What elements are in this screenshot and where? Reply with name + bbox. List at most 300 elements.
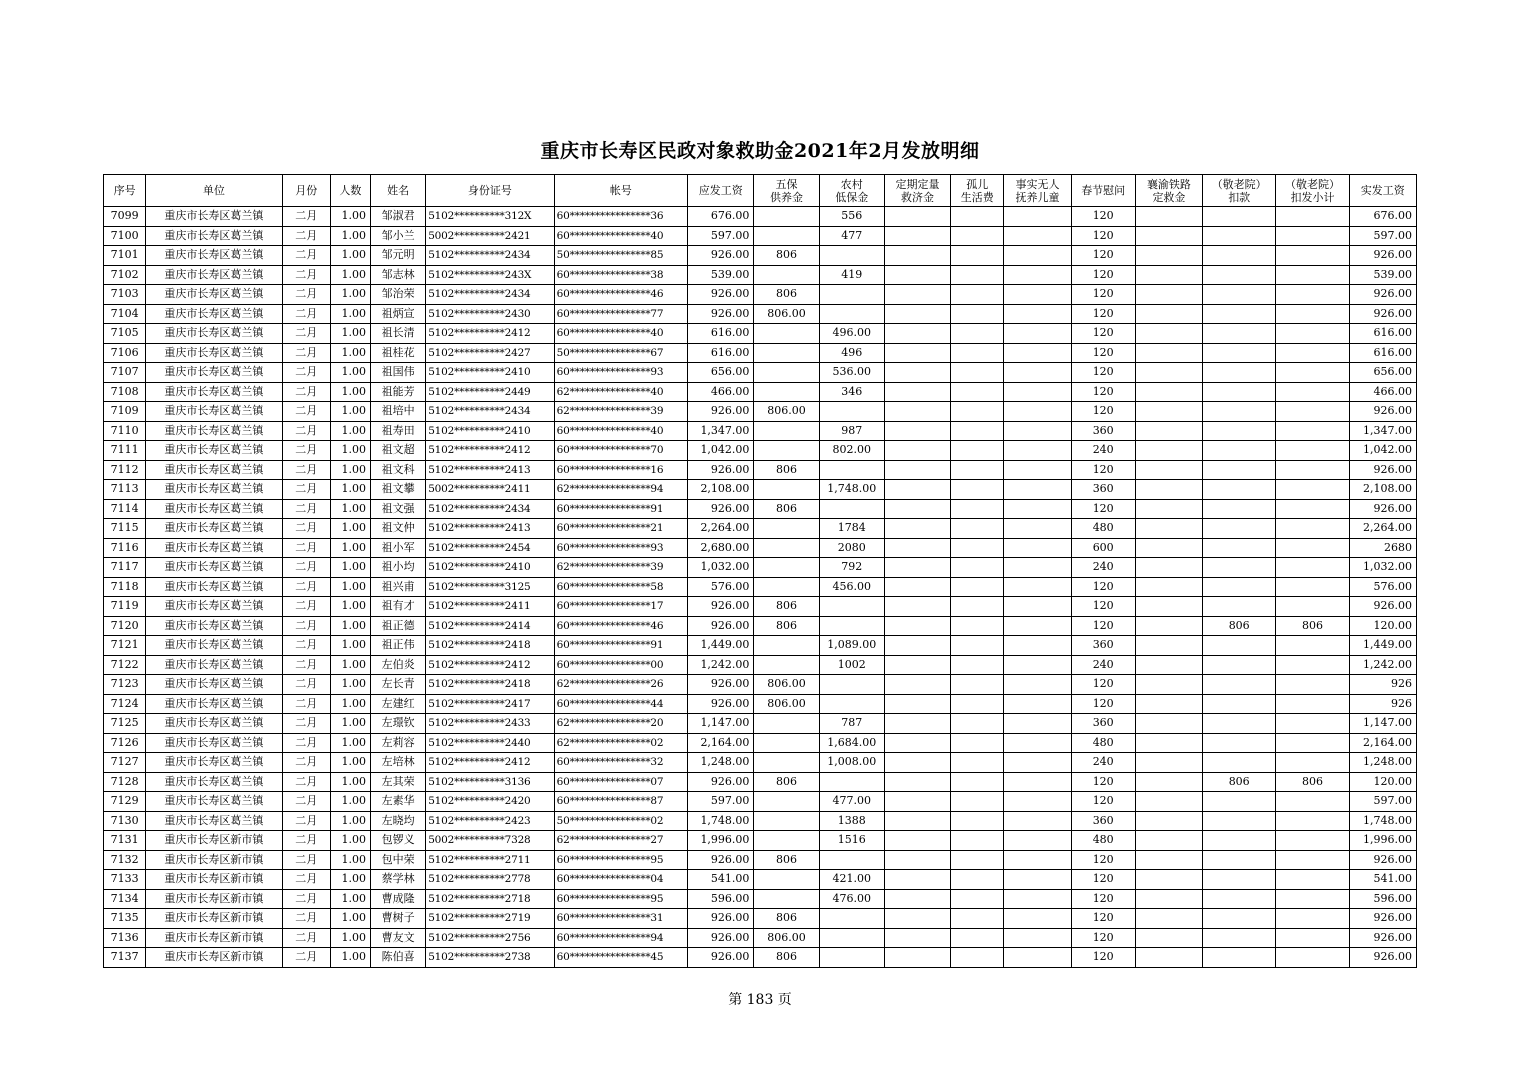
cell-nursing-deduction xyxy=(1203,519,1276,539)
cell-count: 1.00 xyxy=(330,207,370,227)
cell-account: 50****************67 xyxy=(554,343,688,363)
cell-name: 祖正德 xyxy=(370,616,425,636)
cell-xiangyu xyxy=(1135,207,1202,227)
table-row xyxy=(104,402,1417,422)
table-row xyxy=(104,577,1417,597)
cell-unsupported-child xyxy=(1004,792,1071,812)
cell-dingqi xyxy=(884,343,950,363)
cell-seq: 7134 xyxy=(104,889,146,909)
cell-orphan xyxy=(951,655,1004,675)
cell-unit: 重庆市长寿区葛兰镇 xyxy=(146,772,283,792)
cell-festival: 120 xyxy=(1071,226,1135,246)
cell-account: 60****************07 xyxy=(554,772,688,792)
cell-actual-pay: 926 xyxy=(1349,675,1416,695)
cell-account: 60****************77 xyxy=(554,304,688,324)
cell-festival: 240 xyxy=(1071,558,1135,578)
cell-dingqi xyxy=(884,889,950,909)
cell-name: 祖文仲 xyxy=(370,519,425,539)
cell-payable: 926.00 xyxy=(688,402,754,422)
cell-dingqi xyxy=(884,772,950,792)
cell-id-number: 5102**********2418 xyxy=(426,675,554,695)
cell-actual-pay: 926.00 xyxy=(1349,304,1416,324)
cell-dingqi xyxy=(884,558,950,578)
cell-name: 祖正伟 xyxy=(370,636,425,656)
cell-xiangyu xyxy=(1135,382,1202,402)
cell-name: 包中荣 xyxy=(370,850,425,870)
cell-unsupported-child xyxy=(1004,928,1071,948)
cell-name: 祖兴甫 xyxy=(370,577,425,597)
cell-name: 包锣义 xyxy=(370,831,425,851)
cell-id-number: 5002**********2421 xyxy=(426,226,554,246)
cell-payable: 1,248.00 xyxy=(688,753,754,773)
cell-nursing-deduction xyxy=(1203,948,1276,968)
cell-count: 1.00 xyxy=(330,597,370,617)
cell-id-number: 5102**********2423 xyxy=(426,811,554,831)
cell-nursing-deduction xyxy=(1203,636,1276,656)
cell-unit: 重庆市长寿区葛兰镇 xyxy=(146,421,283,441)
cell-id-number: 5102**********2756 xyxy=(426,928,554,948)
cell-payable: 926.00 xyxy=(688,772,754,792)
cell-orphan xyxy=(951,480,1004,500)
cell-unit: 重庆市长寿区葛兰镇 xyxy=(146,460,283,480)
cell-name: 左长青 xyxy=(370,675,425,695)
page-title: 重庆市长寿区民政对象救助金2021年2月发放明细 xyxy=(540,140,980,162)
cell-xiangyu xyxy=(1135,616,1202,636)
cell-seq: 7112 xyxy=(104,460,146,480)
cell-xiangyu xyxy=(1135,246,1202,266)
cell-dingqi xyxy=(884,421,950,441)
cell-dingqi xyxy=(884,499,950,519)
cell-account: 60****************40 xyxy=(554,226,688,246)
cell-dibao: 456.00 xyxy=(819,577,884,597)
cell-festival: 120 xyxy=(1071,909,1135,929)
cell-name: 邹小兰 xyxy=(370,226,425,246)
cell-payable: 926.00 xyxy=(688,285,754,305)
cell-dibao: 1,089.00 xyxy=(819,636,884,656)
cell-count: 1.00 xyxy=(330,850,370,870)
cell-dibao xyxy=(819,948,884,968)
cell-dibao: 536.00 xyxy=(819,363,884,383)
cell-payable: 926.00 xyxy=(688,246,754,266)
header-row xyxy=(104,175,1417,207)
cell-orphan xyxy=(951,694,1004,714)
cell-payable: 2,264.00 xyxy=(688,519,754,539)
cell-month: 二月 xyxy=(282,909,330,929)
cell-id-number: 5102**********2411 xyxy=(426,597,554,617)
cell-unsupported-child xyxy=(1004,616,1071,636)
cell-festival: 120 xyxy=(1071,675,1135,695)
cell-count: 1.00 xyxy=(330,558,370,578)
cell-nursing-deduction xyxy=(1203,246,1276,266)
cell-unit: 重庆市长寿区新市镇 xyxy=(146,889,283,909)
cell-count: 1.00 xyxy=(330,714,370,734)
cell-month: 二月 xyxy=(282,577,330,597)
cell-account: 60****************95 xyxy=(554,889,688,909)
cell-payable: 656.00 xyxy=(688,363,754,383)
cell-dibao: 1516 xyxy=(819,831,884,851)
cell-wubao xyxy=(754,889,819,909)
cell-nursing-subtotal: 806 xyxy=(1276,772,1349,792)
cell-unit: 重庆市长寿区葛兰镇 xyxy=(146,499,283,519)
cell-xiangyu xyxy=(1135,792,1202,812)
cell-payable: 926.00 xyxy=(688,694,754,714)
cell-id-number: 5102**********2718 xyxy=(426,889,554,909)
cell-account: 60****************94 xyxy=(554,928,688,948)
cell-dingqi xyxy=(884,694,950,714)
cell-unsupported-child xyxy=(1004,402,1071,422)
cell-month: 二月 xyxy=(282,285,330,305)
cell-account: 60****************38 xyxy=(554,265,688,285)
cell-name: 祖文科 xyxy=(370,460,425,480)
cell-id-number: 5102**********2433 xyxy=(426,714,554,734)
cell-actual-pay: 926.00 xyxy=(1349,948,1416,968)
cell-wubao: 806 xyxy=(754,285,819,305)
cell-unit: 重庆市长寿区葛兰镇 xyxy=(146,382,283,402)
cell-wubao xyxy=(754,577,819,597)
cell-wubao xyxy=(754,441,819,461)
cell-actual-pay: 1,347.00 xyxy=(1349,421,1416,441)
cell-actual-pay: 926.00 xyxy=(1349,597,1416,617)
cell-month: 二月 xyxy=(282,694,330,714)
cell-dibao: 496 xyxy=(819,343,884,363)
cell-name: 陈伯喜 xyxy=(370,948,425,968)
cell-actual-pay: 926.00 xyxy=(1349,928,1416,948)
table-row xyxy=(104,831,1417,851)
cell-wubao xyxy=(754,343,819,363)
cell-orphan xyxy=(951,733,1004,753)
cell-actual-pay: 616.00 xyxy=(1349,324,1416,344)
cell-dibao: 1784 xyxy=(819,519,884,539)
cell-orphan xyxy=(951,753,1004,773)
cell-id-number: 5102**********2418 xyxy=(426,636,554,656)
cell-nursing-deduction: 806 xyxy=(1203,772,1276,792)
cell-unsupported-child xyxy=(1004,850,1071,870)
cell-account: 60****************93 xyxy=(554,363,688,383)
cell-festival: 120 xyxy=(1071,324,1135,344)
cell-payable: 926.00 xyxy=(688,850,754,870)
cell-name: 祖桂花 xyxy=(370,343,425,363)
cell-actual-pay: 597.00 xyxy=(1349,226,1416,246)
cell-dingqi xyxy=(884,616,950,636)
cell-wubao: 806 xyxy=(754,850,819,870)
cell-festival: 480 xyxy=(1071,519,1135,539)
cell-dibao: 987 xyxy=(819,421,884,441)
cell-seq: 7130 xyxy=(104,811,146,831)
cell-seq: 7102 xyxy=(104,265,146,285)
cell-count: 1.00 xyxy=(330,928,370,948)
cell-unit: 重庆市长寿区葛兰镇 xyxy=(146,207,283,227)
cell-seq: 7119 xyxy=(104,597,146,617)
cell-wubao xyxy=(754,558,819,578)
cell-month: 二月 xyxy=(282,402,330,422)
cell-nursing-subtotal xyxy=(1276,733,1349,753)
cell-nursing-subtotal xyxy=(1276,870,1349,890)
cell-orphan xyxy=(951,792,1004,812)
cell-festival: 480 xyxy=(1071,733,1135,753)
cell-nursing-deduction xyxy=(1203,928,1276,948)
cell-count: 1.00 xyxy=(330,499,370,519)
cell-nursing-deduction xyxy=(1203,870,1276,890)
cell-orphan xyxy=(951,675,1004,695)
cell-unsupported-child xyxy=(1004,382,1071,402)
cell-dibao xyxy=(819,850,884,870)
cell-nursing-deduction xyxy=(1203,460,1276,480)
cell-festival: 360 xyxy=(1071,636,1135,656)
cell-nursing-subtotal xyxy=(1276,753,1349,773)
cell-nursing-deduction xyxy=(1203,558,1276,578)
cell-unsupported-child xyxy=(1004,246,1071,266)
cell-unit: 重庆市长寿区新市镇 xyxy=(146,850,283,870)
cell-unit: 重庆市长寿区葛兰镇 xyxy=(146,519,283,539)
cell-month: 二月 xyxy=(282,343,330,363)
cell-orphan xyxy=(951,831,1004,851)
cell-dingqi xyxy=(884,655,950,675)
cell-dingqi xyxy=(884,226,950,246)
cell-account: 50****************02 xyxy=(554,811,688,831)
cell-unit: 重庆市长寿区葛兰镇 xyxy=(146,636,283,656)
cell-dibao: 419 xyxy=(819,265,884,285)
cell-name: 邹治荣 xyxy=(370,285,425,305)
cell-unsupported-child xyxy=(1004,909,1071,929)
cell-festival: 600 xyxy=(1071,538,1135,558)
cell-payable: 466.00 xyxy=(688,382,754,402)
cell-name: 曹成隆 xyxy=(370,889,425,909)
cell-festival: 120 xyxy=(1071,616,1135,636)
cell-seq: 7129 xyxy=(104,792,146,812)
cell-month: 二月 xyxy=(282,382,330,402)
cell-actual-pay: 2680 xyxy=(1349,538,1416,558)
cell-wubao: 806 xyxy=(754,499,819,519)
cell-count: 1.00 xyxy=(330,811,370,831)
cell-wubao: 806.00 xyxy=(754,675,819,695)
cell-wubao xyxy=(754,831,819,851)
table-row xyxy=(104,772,1417,792)
table-body xyxy=(104,207,1417,968)
cell-xiangyu xyxy=(1135,460,1202,480)
cell-name: 祖能芳 xyxy=(370,382,425,402)
cell-unsupported-child xyxy=(1004,480,1071,500)
table-row xyxy=(104,948,1417,968)
cell-count: 1.00 xyxy=(330,889,370,909)
cell-id-number: 5102**********2719 xyxy=(426,909,554,929)
cell-wubao xyxy=(754,792,819,812)
cell-wubao xyxy=(754,324,819,344)
cell-nursing-subtotal xyxy=(1276,577,1349,597)
cell-unsupported-child xyxy=(1004,460,1071,480)
cell-xiangyu xyxy=(1135,928,1202,948)
cell-xiangyu xyxy=(1135,889,1202,909)
cell-count: 1.00 xyxy=(330,733,370,753)
cell-month: 二月 xyxy=(282,538,330,558)
cell-nursing-deduction xyxy=(1203,889,1276,909)
cell-dingqi xyxy=(884,597,950,617)
cell-payable: 1,147.00 xyxy=(688,714,754,734)
cell-actual-pay: 1,042.00 xyxy=(1349,441,1416,461)
cell-xiangyu xyxy=(1135,753,1202,773)
cell-nursing-subtotal xyxy=(1276,324,1349,344)
cell-unsupported-child xyxy=(1004,265,1071,285)
cell-count: 1.00 xyxy=(330,577,370,597)
cell-festival: 360 xyxy=(1071,480,1135,500)
cell-dibao: 477.00 xyxy=(819,792,884,812)
cell-dingqi xyxy=(884,714,950,734)
cell-unit: 重庆市长寿区葛兰镇 xyxy=(146,304,283,324)
cell-orphan xyxy=(951,870,1004,890)
table-row xyxy=(104,460,1417,480)
cell-account: 60****************46 xyxy=(554,616,688,636)
header-actual-pay: 实发工资 xyxy=(1349,175,1416,207)
cell-seq: 7100 xyxy=(104,226,146,246)
cell-festival: 120 xyxy=(1071,460,1135,480)
cell-dibao xyxy=(819,285,884,305)
cell-xiangyu xyxy=(1135,714,1202,734)
cell-xiangyu xyxy=(1135,538,1202,558)
table-row xyxy=(104,753,1417,773)
cell-unit: 重庆市长寿区葛兰镇 xyxy=(146,577,283,597)
cell-orphan xyxy=(951,616,1004,636)
cell-wubao: 806.00 xyxy=(754,928,819,948)
cell-nursing-subtotal xyxy=(1276,928,1349,948)
cell-nursing-subtotal xyxy=(1276,558,1349,578)
cell-month: 二月 xyxy=(282,870,330,890)
cell-nursing-deduction xyxy=(1203,402,1276,422)
cell-unsupported-child xyxy=(1004,441,1071,461)
cell-festival: 120 xyxy=(1071,343,1135,363)
cell-unsupported-child xyxy=(1004,577,1071,597)
cell-id-number: 5102**********2412 xyxy=(426,753,554,773)
table-row xyxy=(104,597,1417,617)
cell-month: 二月 xyxy=(282,655,330,675)
cell-dibao xyxy=(819,772,884,792)
table-row xyxy=(104,421,1417,441)
cell-actual-pay: 1,748.00 xyxy=(1349,811,1416,831)
cell-wubao xyxy=(754,753,819,773)
cell-seq: 7127 xyxy=(104,753,146,773)
cell-seq: 7121 xyxy=(104,636,146,656)
cell-actual-pay: 541.00 xyxy=(1349,870,1416,890)
cell-xiangyu xyxy=(1135,304,1202,324)
cell-nursing-deduction xyxy=(1203,694,1276,714)
cell-id-number: 5102**********2778 xyxy=(426,870,554,890)
cell-name: 邹元明 xyxy=(370,246,425,266)
cell-xiangyu xyxy=(1135,811,1202,831)
cell-payable: 1,996.00 xyxy=(688,831,754,851)
cell-wubao xyxy=(754,207,819,227)
cell-xiangyu xyxy=(1135,480,1202,500)
cell-nursing-deduction xyxy=(1203,714,1276,734)
cell-count: 1.00 xyxy=(330,655,370,675)
cell-id-number: 5102**********3136 xyxy=(426,772,554,792)
cell-dibao: 346 xyxy=(819,382,884,402)
cell-month: 二月 xyxy=(282,850,330,870)
cell-payable: 1,347.00 xyxy=(688,421,754,441)
cell-month: 二月 xyxy=(282,304,330,324)
cell-orphan xyxy=(951,772,1004,792)
cell-dingqi xyxy=(884,675,950,695)
cell-id-number: 5102**********2413 xyxy=(426,460,554,480)
cell-nursing-subtotal xyxy=(1276,480,1349,500)
cell-festival: 360 xyxy=(1071,714,1135,734)
cell-dingqi xyxy=(884,577,950,597)
cell-unsupported-child xyxy=(1004,363,1071,383)
cell-nursing-deduction xyxy=(1203,363,1276,383)
cell-nursing-subtotal xyxy=(1276,421,1349,441)
cell-nursing-subtotal xyxy=(1276,636,1349,656)
cell-actual-pay: 926.00 xyxy=(1349,246,1416,266)
cell-nursing-deduction xyxy=(1203,324,1276,344)
table-row xyxy=(104,265,1417,285)
cell-unsupported-child xyxy=(1004,870,1071,890)
cell-unsupported-child xyxy=(1004,285,1071,305)
cell-dibao: 1,748.00 xyxy=(819,480,884,500)
cell-account: 62****************20 xyxy=(554,714,688,734)
cell-dingqi xyxy=(884,441,950,461)
cell-name: 祖培中 xyxy=(370,402,425,422)
cell-wubao: 806.00 xyxy=(754,402,819,422)
cell-dingqi xyxy=(884,928,950,948)
cell-account: 60****************04 xyxy=(554,870,688,890)
cell-xiangyu xyxy=(1135,363,1202,383)
cell-dingqi xyxy=(884,519,950,539)
cell-seq: 7132 xyxy=(104,850,146,870)
cell-id-number: 5002**********7328 xyxy=(426,831,554,851)
table-row xyxy=(104,226,1417,246)
cell-account: 60****************44 xyxy=(554,694,688,714)
cell-seq: 7116 xyxy=(104,538,146,558)
cell-payable: 926.00 xyxy=(688,675,754,695)
cell-nursing-deduction xyxy=(1203,285,1276,305)
cell-orphan xyxy=(951,499,1004,519)
cell-nursing-subtotal: 806 xyxy=(1276,616,1349,636)
cell-dibao: 496.00 xyxy=(819,324,884,344)
cell-count: 1.00 xyxy=(330,363,370,383)
cell-seq: 7120 xyxy=(104,616,146,636)
cell-id-number: 5102**********2449 xyxy=(426,382,554,402)
cell-xiangyu xyxy=(1135,519,1202,539)
cell-account: 60****************87 xyxy=(554,792,688,812)
table-row xyxy=(104,636,1417,656)
cell-orphan xyxy=(951,304,1004,324)
cell-wubao xyxy=(754,655,819,675)
cell-dibao xyxy=(819,460,884,480)
cell-nursing-subtotal xyxy=(1276,343,1349,363)
table-row xyxy=(104,519,1417,539)
cell-month: 二月 xyxy=(282,363,330,383)
header-month: 月份 xyxy=(282,175,330,207)
cell-id-number: 5102**********243X xyxy=(426,265,554,285)
cell-festival: 120 xyxy=(1071,948,1135,968)
table-row xyxy=(104,694,1417,714)
cell-count: 1.00 xyxy=(330,304,370,324)
cell-dibao: 1002 xyxy=(819,655,884,675)
cell-month: 二月 xyxy=(282,558,330,578)
cell-orphan xyxy=(951,850,1004,870)
cell-dingqi xyxy=(884,792,950,812)
cell-payable: 541.00 xyxy=(688,870,754,890)
cell-account: 60****************91 xyxy=(554,499,688,519)
cell-orphan xyxy=(951,207,1004,227)
cell-wubao: 806 xyxy=(754,909,819,929)
cell-id-number: 5102**********312X xyxy=(426,207,554,227)
cell-dingqi xyxy=(884,811,950,831)
cell-xiangyu xyxy=(1135,870,1202,890)
cell-payable: 926.00 xyxy=(688,499,754,519)
cell-name: 左培林 xyxy=(370,753,425,773)
cell-unit: 重庆市长寿区葛兰镇 xyxy=(146,733,283,753)
cell-name: 邹志林 xyxy=(370,265,425,285)
cell-account: 62****************39 xyxy=(554,402,688,422)
cell-seq: 7126 xyxy=(104,733,146,753)
